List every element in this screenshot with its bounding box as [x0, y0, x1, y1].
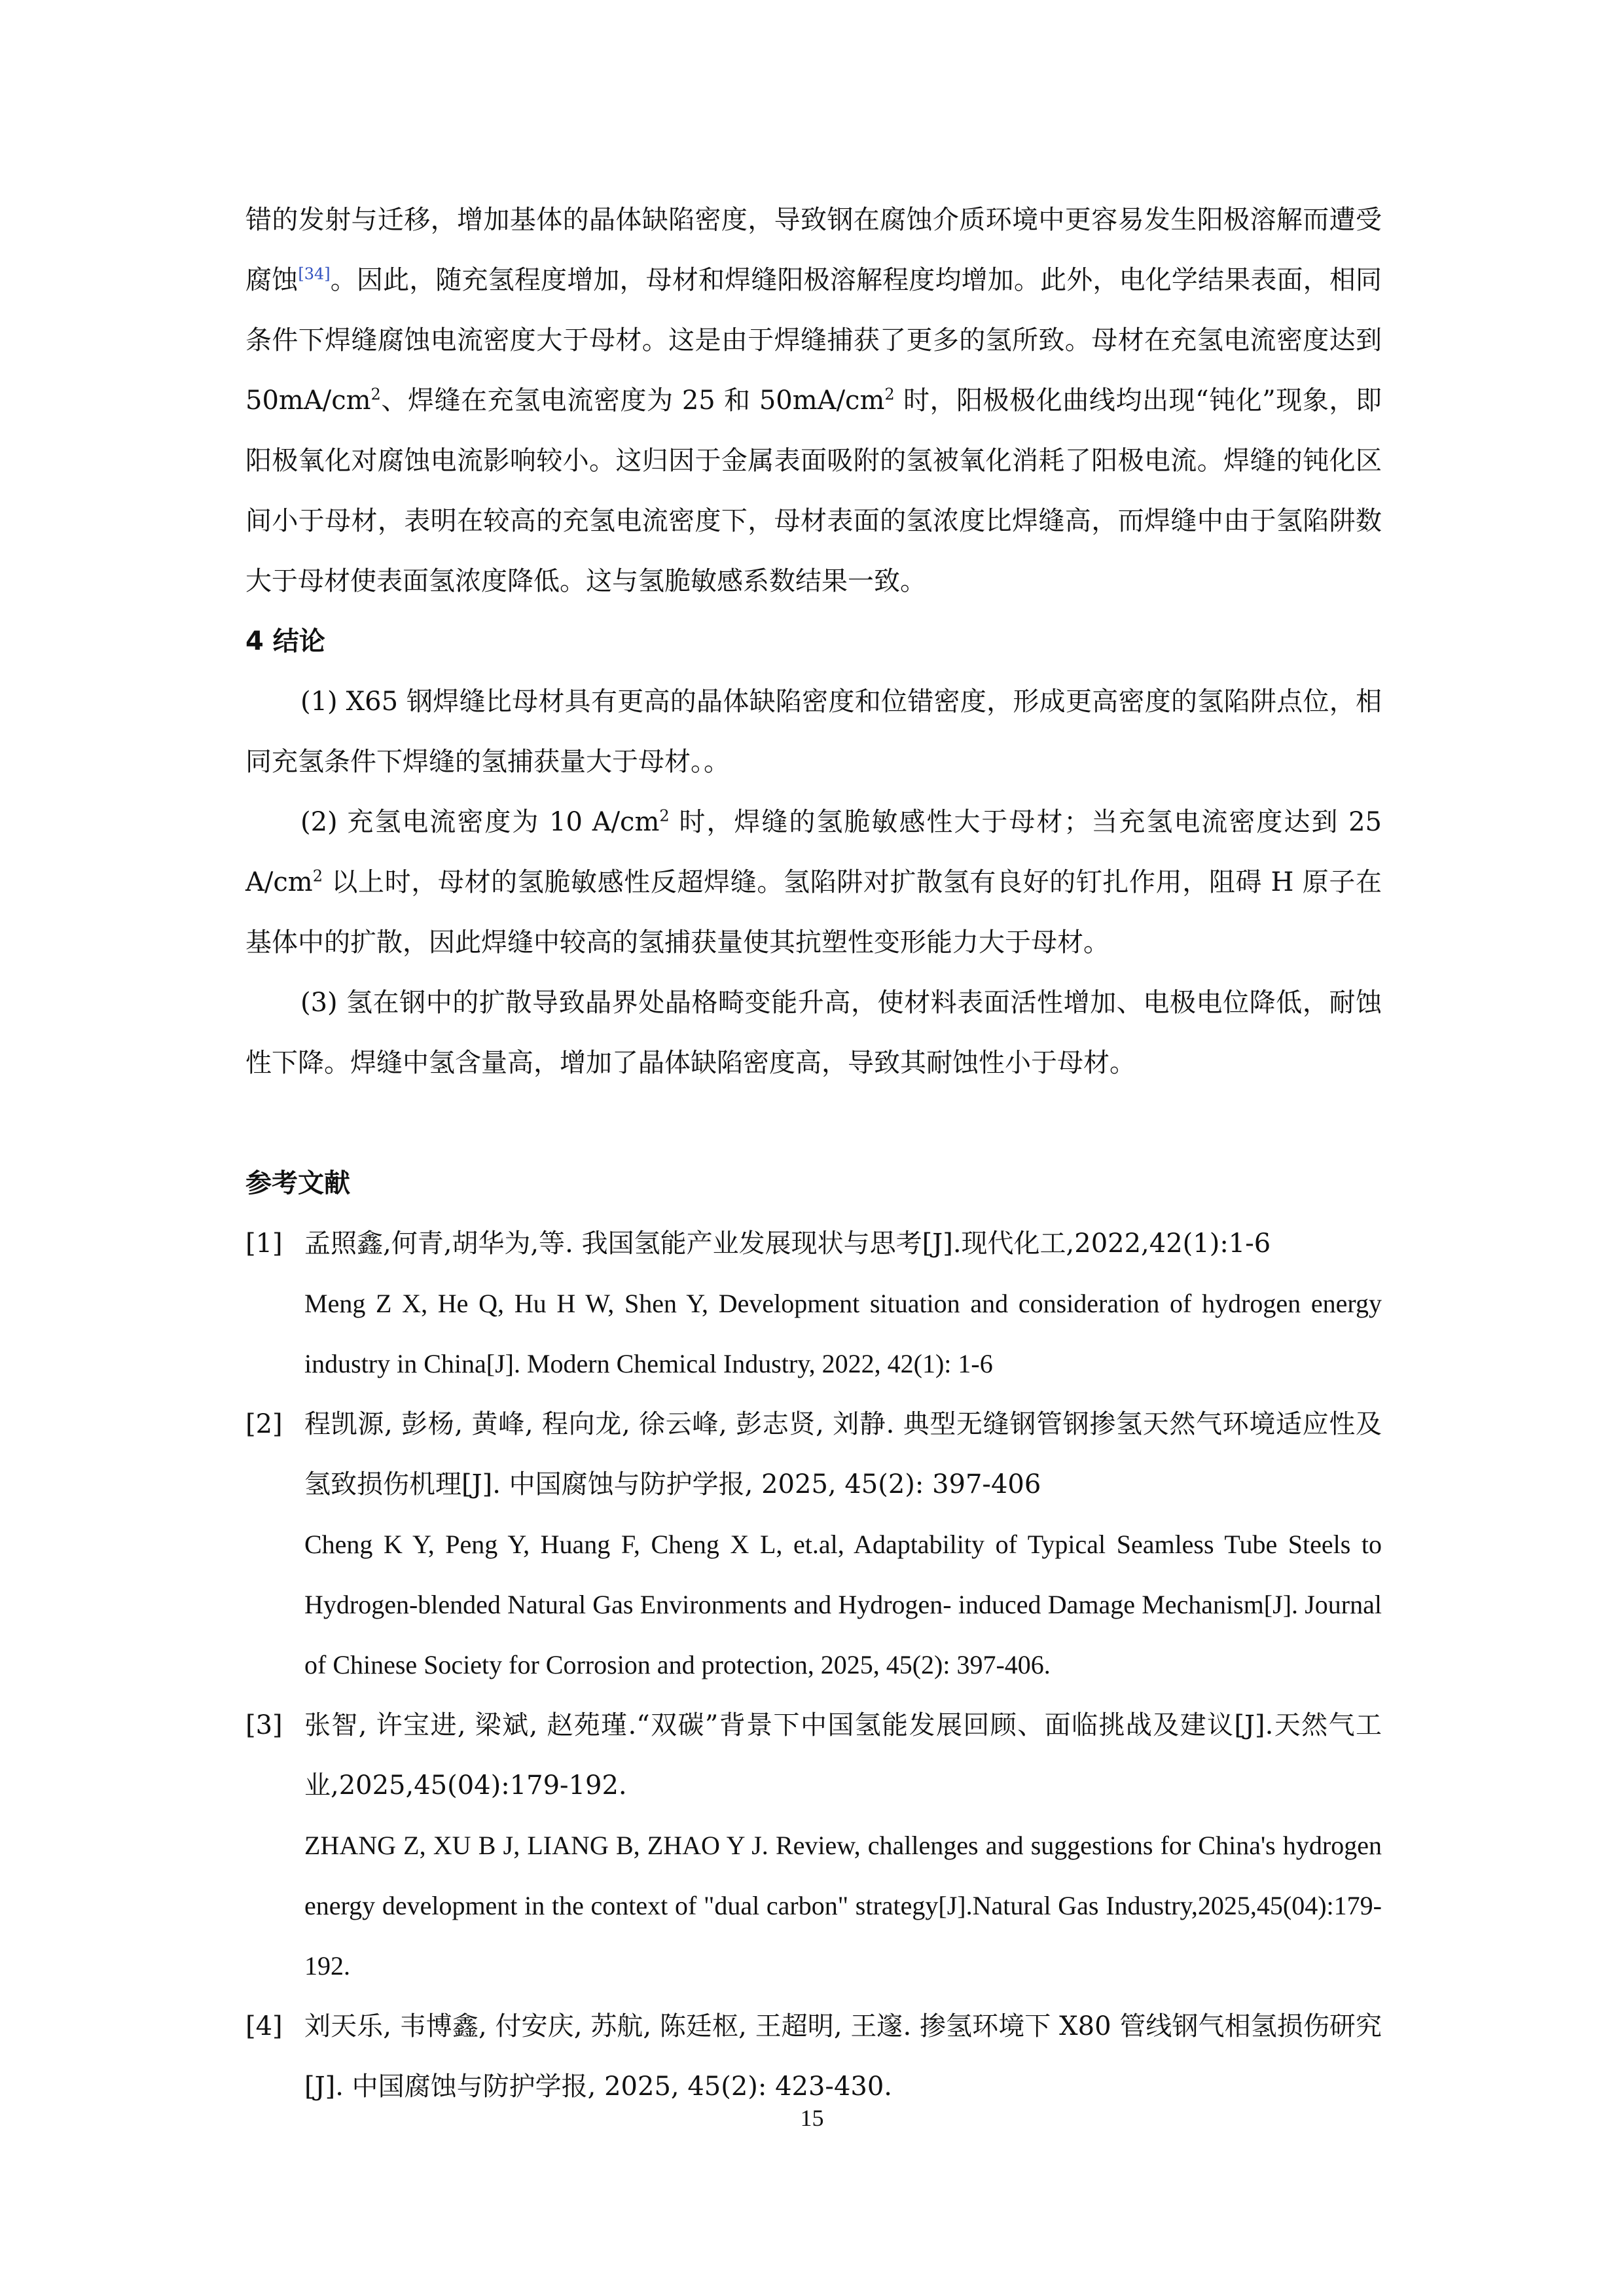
citation-link[interactable]: [34] [298, 264, 331, 283]
conclusion-item-3: (3) 氢在钢中的扩散导致晶界处晶格畸变能升高，使材料表面活性增加、电极电位降低，耐蚀性下降。焊缝中氢含量高，增加了晶体缺陷密度高，导致其耐蚀性小于母材。 [245, 988, 1382, 1078]
reference-en: ZHANG Z, XU B J, LIANG B, ZHAO Y J. Review, challenges and suggestions for China's hydrogen energy development in the context of "dual carbon" strategy[J].Natural Gas Industry,2025,45(04):179-192. [304, 1831, 1382, 1981]
reference-number: [4] [245, 2011, 283, 2041]
reference-body [304, 1213, 1382, 1394]
reference-item [245, 1394, 1382, 1695]
conclusion-item-1: (1) X65 钢焊缝比母材具有更高的晶体缺陷密度和位错密度，形成更高密度的氢陷阱点位，相同充氢条件下焊缝的氢捕获量大于母材。。 [245, 687, 1382, 777]
body-paragraph: 错的发射与迁移，增加基体的晶体缺陷密度，导致钢在腐蚀介质环境中更容易发生阳极溶解而遭受腐蚀[34]。因此，随充氢程度增加，母材和焊缝阳极溶解程度均增加。此外，电化学结果表面，相同条件下焊缝腐蚀电流密度大于母材。这是由于焊缝捕获了更多的氢所致。母材在充氢电流密度达到 $50mA/cm^2$、焊缝在充氢电流密度为 25 和 $50mA/cm^2$ 时，阳极极化曲线均出现“钝化”现象，即阳极氧化对腐蚀电流影响较小。这归因于金属表面吸附的氢被氧化消耗了阳极电流。焊缝的钝化区间小于母材，表明在较高的充氢电流密度下，母材表面的氢浓度比焊缝高，而焊缝中由于氢陷阱数大于母材使表面氢浓度降低。这与氢脆敏感系数结果一致。 [245, 205, 1382, 596]
reference-item [245, 1213, 1382, 1394]
reference-item [245, 1996, 1382, 2117]
page-number: 15 [800, 2105, 824, 2131]
reference-number: [1] [245, 1229, 283, 1259]
conclusion-item-2: (2) 充氢电流密度为 10 $A/cm^2$ 时，焊缝的氢脆敏感性大于母材；当充氢电流密度达到 25 $A/cm^2$ 以上时，母材的氢脆敏感性反超焊缝。氢陷阱对扩散氢有良好的钉扎作用，阻碍 H 原子在基体中的扩散，因此焊缝中较高的氢捕获量使其抗塑性变形能力大于母材。 [245, 806, 1382, 958]
superscript: 2 [312, 867, 323, 886]
reference-zh: 张智, 许宝进, 梁斌, 赵苑瑾.“双碳”背景下中国氢能发展回顾、面临挑战及建议[J].天然气工业,2025,45(04):179-192. [304, 1710, 1382, 1801]
superscript: 2 [370, 385, 381, 404]
reference-item [245, 1695, 1382, 1996]
reference-en: Meng Z X, He Q, Hu H W, Shen Y, Development situation and consideration of hydrogen energy industry in China[J]. Modern Chemical Industry, 2022, 42(1): 1-6 [304, 1289, 1382, 1378]
references-heading: 参考文献 [245, 1168, 350, 1198]
reference-number: [3] [245, 1710, 283, 1740]
reference-zh: 刘天乐, 韦博鑫, 付安庆, 苏航, 陈廷枢, 王超明, 王邃. 掺氢环境下 X80 管线钢气相氢损伤研究[J]. 中国腐蚀与防护学报, 2025, 45(2): 423-430. [304, 2011, 1382, 2102]
reference-number: [2] [245, 1409, 283, 1439]
reference-en: Cheng K Y, Peng Y, Huang F, Cheng X L, et.al, Adaptability of Typical Seamless Tube Steels to Hydrogen-blended Natural Gas Environments and Hydrogen- induced Damage Mechanism[J]. Journal of Chinese Society for Corrosion and protection, 2025, 45(2): 397-406. [304, 1530, 1382, 1679]
section-heading-conclusion: 4 结论 [245, 626, 325, 656]
page-content [245, 190, 1382, 2117]
superscript: 2 [884, 385, 895, 404]
reference-body [304, 1996, 1382, 2117]
superscript: 2 [659, 806, 670, 825]
reference-body [304, 1695, 1382, 1996]
reference-zh: 孟照鑫,何青,胡华为,等. 我国氢能产业发展现状与思考[J].现代化工,2022,42(1):1-6 [304, 1229, 1271, 1259]
reference-zh: 程凯源, 彭杨, 黄峰, 程向龙, 徐云峰, 彭志贤, 刘静. 典型无缝钢管钢掺氢天然气环境适应性及氢致损伤机理[J]. 中国腐蚀与防护学报, 2025, 45(2): 397-406 [304, 1409, 1382, 1499]
reference-body [304, 1394, 1382, 1695]
